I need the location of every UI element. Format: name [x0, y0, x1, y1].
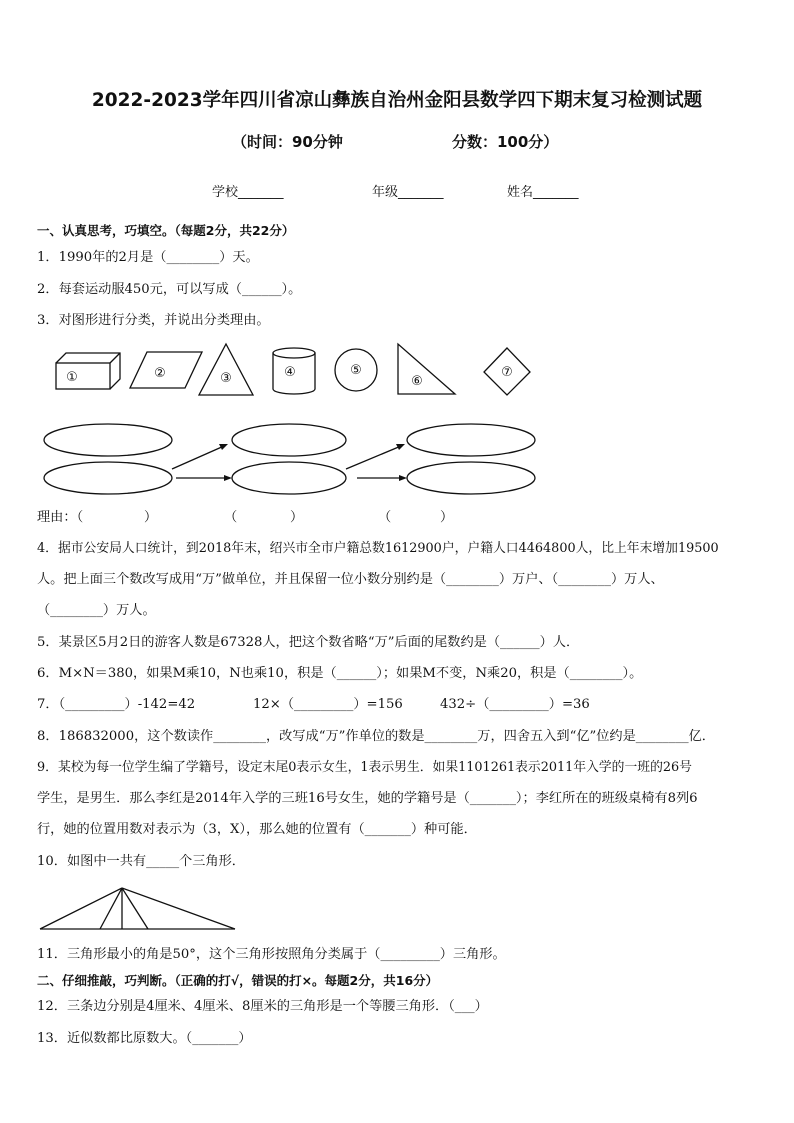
question-11: 11．三角形最小的角是50°，这个三角形按照角分类属于（_________）三角形。 — [37, 947, 506, 962]
question-9-line-1: 9．某校为每一位学生编了学籍号，设定末尾0表示女生，1表示男生．如果1101261表示2011年入学的一班的26号 — [37, 760, 692, 775]
reason-open-2: （ — [224, 510, 238, 525]
question-7-part-a: 7．（_________）-142=42 — [37, 697, 196, 712]
question-4-line-3: （________）万人。 — [37, 603, 156, 618]
shape-label-6: ⑥ — [411, 374, 423, 389]
school-field: 学校_______ — [212, 185, 284, 200]
question-4-line-2: 人。把上面三个数改写成用“万”做单位，并且保留一位小数分别约是（________）万户、（________）万人、 — [37, 572, 664, 587]
arrow-head — [399, 475, 407, 481]
right-side — [122, 888, 235, 929]
question-4-line-1: 4．据市公安局人口统计，到2018年末，绍兴市全市户籍总数1612900户，户籍人口4464800人，比上年末增加19500 — [37, 541, 719, 556]
name-field: 姓名_______ — [507, 185, 579, 200]
reason-close-1: ） — [144, 510, 158, 525]
category-ellipse — [232, 424, 346, 456]
cylinder-shape — [273, 348, 315, 358]
exam-time: （时间：90分钟 — [232, 133, 343, 151]
cuboid-shape — [56, 363, 110, 389]
shape-label-3: ③ — [220, 371, 232, 386]
question-9-line-2: 学生，是男生．那么李红是2014年入学的三班16号女生，她的学籍号是（_______）；李红所在的班级桌椅有8列6 — [37, 791, 698, 806]
question-8: 8．186832000，这个数读作________，改写成“万”作单位的数是________万，四舍五入到“亿”位约是________亿． — [37, 729, 715, 744]
isosceles-triangle-shape — [199, 344, 253, 395]
parallelogram-shape — [130, 352, 202, 388]
arrow-head — [224, 475, 232, 481]
category-ellipse — [232, 462, 346, 494]
triangle-count-figure — [0, 880, 794, 940]
exam-score: 分数：100分） — [452, 133, 559, 151]
section-2-heading: 二、仔细推敲，巧判断。（正确的打√，错误的打×。每题2分，共16分） — [37, 973, 439, 988]
category-ellipse — [407, 462, 535, 494]
arrow-line — [172, 446, 224, 469]
arrow-line — [346, 446, 401, 469]
question-6: 6．M×N＝380，如果M乘10，N也乘10，积是（______）；如果M不变，N乘20，积是（________）。 — [37, 666, 643, 681]
question-2: 2．每套运动服450元，可以写成（______）。 — [37, 282, 302, 297]
question-13: 13．近似数都比原数大。（_______） — [37, 1031, 252, 1046]
reason-close-2: ） — [290, 510, 304, 525]
question-7-part-c: 432÷（_________）=36 — [440, 697, 590, 712]
question-7-part-b: 12×（_________）=156 — [253, 697, 403, 712]
reason-open-3: （ — [378, 510, 392, 525]
category-ellipse — [44, 424, 172, 456]
shape-label-4: ④ — [284, 365, 296, 380]
section-1-heading: 一、认真思考，巧填空。（每题2分，共22分） — [37, 223, 295, 238]
reason-label: 理由：（ — [37, 510, 84, 525]
question-9-line-3: 行，她的位置用数对表示为（3，X），那么她的位置有（_______）种可能． — [37, 822, 477, 837]
inner-line — [122, 888, 148, 929]
question-12: 12．三条边分别是4厘米、4厘米、8厘米的三角形是一个等腰三角形．（___） — [37, 999, 488, 1014]
shape-label-7: ⑦ — [501, 365, 513, 380]
left-side — [40, 888, 122, 929]
shape-label-5: ⑤ — [350, 363, 362, 378]
category-ellipse — [44, 462, 172, 494]
reason-close-3: ） — [440, 510, 454, 525]
question-5: 5．某景区5月2日的游客人数是67328人，把这个数省略“万”后面的尾数约是（______）人． — [37, 635, 580, 650]
page-title: 2022-2023学年四川省凉山彝族自治州金阳县数学四下期末复习检测试题 — [91, 90, 703, 111]
question-10: 10．如图中一共有_____个三角形． — [37, 854, 245, 869]
question-3: 3．对图形进行分类，并说出分类理由。 — [37, 313, 270, 328]
category-ellipse — [407, 424, 535, 456]
shape-label-2: ② — [154, 366, 166, 381]
shape-label-1: ① — [66, 370, 78, 385]
shapes-figure — [0, 335, 794, 505]
right-triangle-shape — [398, 344, 455, 394]
grade-field: 年级_______ — [372, 185, 444, 200]
question-1: 1．1990年的2月是（________）天。 — [37, 250, 259, 265]
